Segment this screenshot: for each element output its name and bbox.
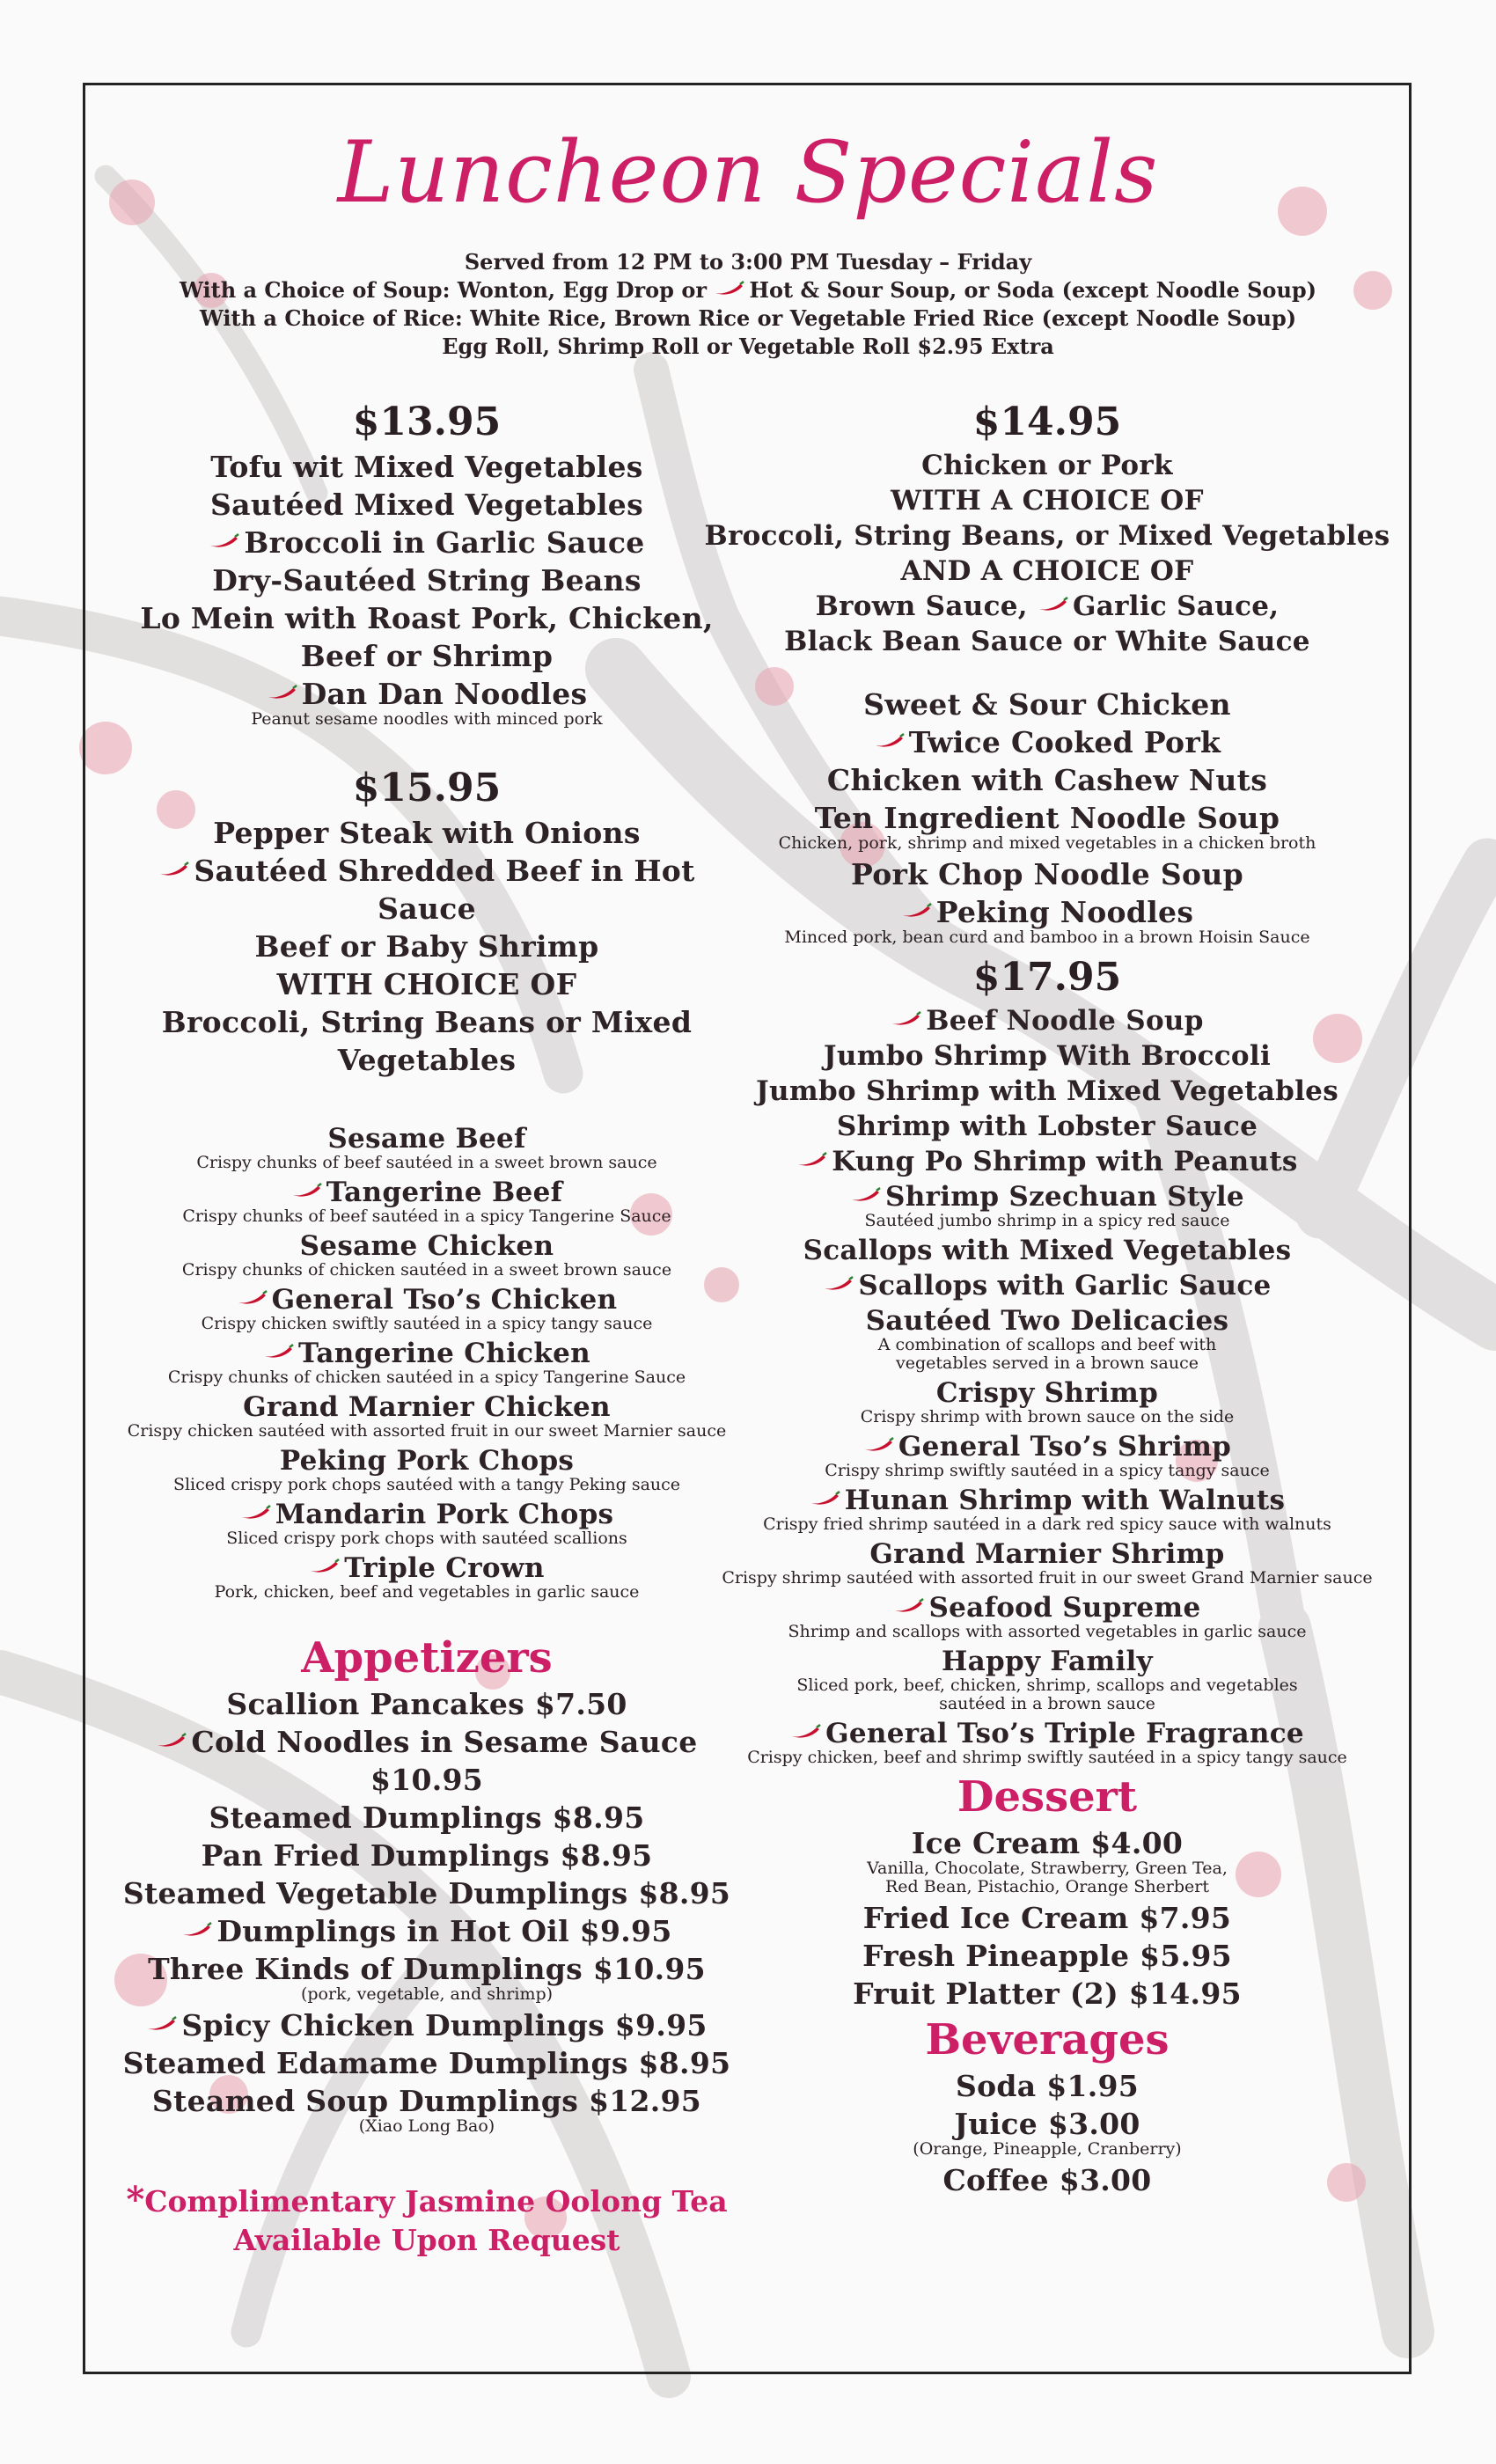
price-heading-14-95: $14.95 <box>972 400 1122 444</box>
item-description: Sliced pork, beef, chicken, shrimp, scallops and vegetables <box>796 1676 1298 1695</box>
menu-item: Lo Mein with Roast Pork, Chicken, <box>140 601 714 635</box>
menu-item: General Tso’s Triple Fragrance <box>704 1716 1390 1751</box>
menu-item: WITH A CHOICE OF <box>891 485 1204 517</box>
menu-item: Dan Dan Noodles <box>106 675 748 713</box>
chili-pepper-icon <box>901 903 933 919</box>
menu-item: Shrimp Szechuan Style <box>704 1179 1390 1214</box>
left-column <box>106 392 748 2260</box>
menu-item: Spicy Chicken Dumplings $9.95 <box>106 2006 748 2044</box>
beverages-heading: Beverages <box>925 2015 1170 2064</box>
menu-item: Soda $1.95 <box>955 2069 1140 2103</box>
menu-item: Grand Marnier Shrimp <box>869 1538 1225 1570</box>
item-description: (pork, vegetable, and shrimp) <box>300 1984 554 2004</box>
chili-pepper-icon <box>823 1276 854 1292</box>
chili-pepper-icon <box>237 1290 268 1306</box>
menu-item: Ten Ingredient Noodle Soup <box>814 801 1280 835</box>
chili-pepper-icon <box>891 1011 922 1027</box>
tea-note-line2: Available Upon Request <box>233 2223 620 2257</box>
menu-item: General Tso’s Chicken <box>106 1282 748 1317</box>
menu-item: Sautéed Mixed Vegetables <box>210 488 643 522</box>
price-heading-17-95: $17.95 <box>972 955 1122 1000</box>
chili-pepper-icon <box>158 862 190 877</box>
chili-pepper-icon <box>874 733 906 749</box>
menu-item: Shrimp with Lobster Sauce <box>836 1111 1258 1142</box>
menu-item: Broccoli in Garlic Sauce <box>106 524 748 561</box>
menu-item: Twice Cooked Pork <box>704 723 1390 761</box>
intro-hours: Served from 12 PM to 3:00 PM Tuesday – Friday <box>464 249 1032 275</box>
menu-item: Tangerine Beef <box>106 1175 748 1210</box>
menu-item: Scallion Pancakes $7.50 <box>226 1687 627 1721</box>
chili-pepper-icon <box>146 2016 178 2032</box>
chili-pepper-icon <box>309 1558 341 1574</box>
chili-pepper-icon <box>240 1505 272 1521</box>
menu-item: Crispy Shrimp <box>935 1377 1159 1409</box>
item-description: Crispy fried shrimp sautéed in a dark red spicy sauce with walnuts <box>763 1514 1331 1534</box>
chili-pepper-icon <box>863 1437 895 1453</box>
item-description: (Orange, Pineapple, Cranberry) <box>913 2139 1182 2159</box>
item-description: Chicken, pork, shrimp and mixed vegetables in a chicken broth <box>778 833 1316 853</box>
menu-item: AND A CHOICE OF <box>900 555 1194 587</box>
chili-pepper-icon <box>291 1183 323 1199</box>
menu-item: WITH CHOICE OF <box>276 967 577 1001</box>
item-description: Crispy chicken, beef and shrimp swiftly sautéed in a spicy tangy sauce <box>747 1748 1347 1767</box>
menu-item: Steamed Dumplings $8.95 <box>209 1800 645 1835</box>
menu-item: Sautéed Shredded Beef in Hot Sauce <box>106 852 748 928</box>
menu-item: Broccoli, String Beans or Mixed Vegetables <box>161 1005 693 1077</box>
menu-item: Juice $3.00 <box>954 2107 1140 2141</box>
intro-rolls: Egg Roll, Shrimp Roll or Vegetable Roll $2.95 Extra <box>442 334 1054 359</box>
chili-pepper-icon <box>850 1187 882 1203</box>
menu-item: Fruit Platter (2) $14.95 <box>853 1976 1242 2011</box>
chili-pepper-icon <box>714 281 745 297</box>
menu-item: Chicken or Pork <box>921 450 1173 481</box>
item-description: Crispy shrimp sautéed with assorted fruit in our sweet Grand Marnier sauce <box>722 1568 1373 1588</box>
tea-note: *Complimentary Jasmine Oolong Tea <box>126 2179 728 2220</box>
appetizers-heading: Appetizers <box>301 1633 553 1683</box>
item-description: Pork, chicken, beef and vegetables in garlic sauce <box>214 1582 640 1602</box>
menu-item: Kung Po Shrimp with Peanuts <box>704 1144 1390 1179</box>
item-description: Crispy chunks of chicken sautéed in a spicy Tangerine Sauce <box>167 1368 686 1387</box>
menu-item: Sweet & Sour Chicken <box>863 687 1231 722</box>
menu-item: Jumbo Shrimp with Mixed Vegetables <box>756 1075 1338 1107</box>
menu-item: Sesame Chicken <box>299 1230 554 1262</box>
item-description: Minced pork, bean curd and bamboo in a brown Hoisin Sauce <box>784 928 1310 947</box>
chili-pepper-icon <box>790 1724 822 1740</box>
menu-item: Beef Noodle Soup <box>704 1003 1390 1038</box>
menu-item: Steamed Vegetable Dumplings $8.95 <box>122 1876 731 1910</box>
intro-soup: With a Choice of Soup: Wonton, Egg Drop or Hot & Sour Soup, or Soda (except Noodle Soup) <box>179 277 1317 303</box>
menu-item: Fresh Pineapple $5.95 <box>862 1939 1232 1973</box>
menu-item: Black Bean Sauce or White Sauce <box>784 626 1310 657</box>
menu-item: Steamed Edamame Dumplings $8.95 <box>122 2046 731 2080</box>
menu-item: Coffee $3.00 <box>942 2163 1152 2197</box>
price-heading-13-95: $13.95 <box>352 400 502 444</box>
menu-item: Scallops with Garlic Sauce <box>704 1268 1390 1303</box>
menu-item: Beef or Shrimp <box>300 639 554 673</box>
dessert-heading: Dessert <box>957 1772 1138 1822</box>
item-description: Red Bean, Pistachio, Orange Sherbert <box>884 1877 1210 1896</box>
menu-item: Grand Marnier Chicken <box>243 1391 611 1423</box>
chili-pepper-icon <box>181 1922 213 1938</box>
item-description: Crispy chunks of chicken sautéed in a sweet brown sauce <box>181 1260 672 1280</box>
menu-item: Fried Ice Cream $7.95 <box>862 1901 1232 1935</box>
menu-item: Ice Cream $4.00 <box>911 1826 1184 1860</box>
menu-item: Chicken with Cashew Nuts <box>826 763 1268 797</box>
chili-pepper-icon <box>209 533 240 549</box>
menu-item: Pork Chop Noodle Soup <box>851 857 1243 891</box>
chili-pepper-icon <box>263 1344 295 1360</box>
menu-item: Mandarin Pork Chops <box>106 1497 748 1532</box>
menu-item: Peking Noodles <box>704 893 1390 931</box>
menu-item: Peking Pork Chops <box>279 1445 575 1477</box>
item-description: Vanilla, Chocolate, Strawberry, Green Tea, <box>867 1859 1228 1878</box>
chili-pepper-icon <box>267 685 298 700</box>
menu-item: Three Kinds of Dumplings $10.95 <box>148 1952 706 1986</box>
right-column <box>704 392 1390 2199</box>
menu-item: Hunan Shrimp with Walnuts <box>704 1483 1390 1518</box>
menu-intro <box>0 248 1496 361</box>
item-description: A combination of scallops and beef with <box>877 1335 1217 1354</box>
menu-item: Sesame Beef <box>327 1123 526 1155</box>
menu-item: General Tso’s Shrimp <box>704 1429 1390 1464</box>
menu-item: Dry-Sautéed String Beans <box>212 563 642 598</box>
price-heading-15-95: $15.95 <box>352 766 502 810</box>
item-description: Crispy chicken swiftly sautéed in a spicy tangy sauce <box>201 1314 653 1333</box>
menu-item: Jumbo Shrimp With Broccoli <box>823 1040 1272 1072</box>
item-description: vegetables served in a brown sauce <box>895 1353 1199 1373</box>
menu-item: Scallops with Mixed Vegetables <box>803 1235 1292 1266</box>
menu-item: Tofu wit Mixed Vegetables <box>210 450 643 484</box>
item-description: Peanut sesame noodles with minced pork <box>251 709 603 729</box>
menu-item: Cold Noodles in Sesame Sauce $10.95 <box>106 1723 748 1799</box>
chili-pepper-icon <box>796 1152 828 1168</box>
item-description: Crispy chicken sautéed with assorted fruit in our sweet Marnier sauce <box>127 1421 727 1441</box>
item-description: Crispy chunks of beef sautéed in a spicy Tangerine Sauce <box>182 1206 671 1226</box>
menu-item: Steamed Soup Dumplings $12.95 <box>151 2084 702 2118</box>
menu-item: Pepper Steak with Onions <box>213 816 641 850</box>
chili-pepper-icon <box>156 1733 187 1749</box>
item-description: Shrimp and scallops with assorted vegetables in garlic sauce <box>788 1622 1307 1641</box>
menu-item: Triple Crown <box>106 1551 748 1586</box>
menu-item: Pan Fried Dumplings $8.95 <box>201 1838 653 1873</box>
item-description: Sliced crispy pork chops sautéed with a tangy Peking sauce <box>172 1475 681 1494</box>
item-description: Sliced crispy pork chops with sautéed scallions <box>226 1529 627 1548</box>
intro-rice: With a Choice of Rice: White Rice, Brown Rice or Vegetable Fried Rice (except Noodle Soup) <box>199 305 1297 331</box>
chili-pepper-icon <box>1038 597 1069 612</box>
menu-item: Broccoli, String Beans, or Mixed Vegetables <box>704 520 1390 552</box>
chili-pepper-icon <box>810 1491 841 1507</box>
item-description: (Xiao Long Bao) <box>358 2116 495 2136</box>
menu-item: Seafood Supreme <box>704 1590 1390 1625</box>
menu-item: Sautéed Two Delicacies <box>865 1305 1229 1337</box>
menu-item: Happy Family <box>942 1646 1153 1677</box>
item-description: Crispy chunks of beef sautéed in a sweet brown sauce <box>196 1153 657 1172</box>
chili-pepper-icon <box>893 1598 925 1614</box>
menu-item: Tangerine Chicken <box>106 1336 748 1371</box>
menu-item: Brown Sauce, Garlic Sauce, <box>815 590 1280 622</box>
menu-title: Luncheon Specials <box>337 123 1159 222</box>
item-description: sautéed in a brown sauce <box>939 1694 1155 1713</box>
menu-item: Beef or Baby Shrimp <box>254 929 599 964</box>
menu-item: Dumplings in Hot Oil $9.95 <box>106 1912 748 1950</box>
item-description: Sautéed jumbo shrimp in a spicy red sauce <box>864 1211 1230 1230</box>
item-description: Crispy shrimp swiftly sautéed in a spicy tangy sauce <box>825 1461 1270 1480</box>
item-description: Crispy shrimp with brown sauce on the side <box>860 1407 1235 1426</box>
